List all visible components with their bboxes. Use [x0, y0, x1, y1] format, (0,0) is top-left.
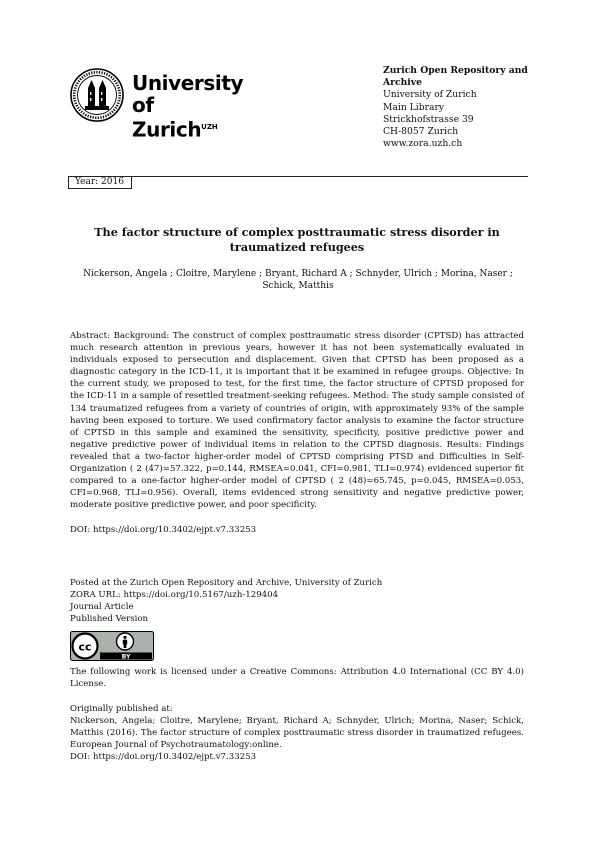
repository-line: CH-8057 Zurich	[383, 126, 459, 138]
original-doi-link[interactable]: DOI: https://doi.org/10.3402/ejpt.v7.33253	[70, 752, 257, 763]
repository-line: Strickhofstrasse 39	[383, 113, 474, 125]
repository-website-link[interactable]: www.zora.uzh.ch	[383, 138, 463, 150]
university-logo	[70, 68, 250, 142]
cc-by-license-badge[interactable]	[70, 631, 154, 661]
item-type: Journal Article	[70, 602, 134, 613]
original-heading: Originally published at:	[70, 704, 173, 714]
zora-url-link[interactable]: ZORA URL: https://doi.org/10.5167/uzh-129404	[70, 590, 279, 601]
publication-year: Year: 2016	[75, 177, 124, 187]
university-name	[132, 72, 250, 141]
repository-line: University of Zurich	[383, 89, 477, 101]
cc-by-label: BY	[121, 653, 131, 661]
original-publication	[70, 703, 524, 763]
doi-link[interactable]: DOI: https://doi.org/10.3402/ejpt.v7.33253	[70, 525, 257, 535]
svg-text:cc: cc	[78, 640, 92, 654]
university-name-line2: Zurich	[132, 117, 202, 142]
creative-commons-icon	[73, 634, 98, 659]
abstract-text: Abstract: Background: The construct of complex posttraumatic stress disorder (CPTSD) has attracted much research attention in previous years, however it has not been systematically evaluated in individuals exposed to persecution and displacement. Given that CPTSD has been proposed as a diagnostic category in the ICD-11, it is important that it be examined in refugee groups. Objective: In the current study, we proposed to test, for the first time, the factor structure of CPTSD proposed for the ICD-11 in a sample of resettled treatment-seeking refugees. Method: The study sample consisted of 134 traumatized refugees from a variety of countries of origin, with approximately 93% of the sample having been exposed to torture. We used confirmatory factor analysis to examine the factor structure of CPTSD in this sample and examined the sensitivity, specificity, positive predictive power and negative predictive power of individual items in relation to the CPTSD diagnosis. Results: Findings revealed that a two-factor higher-order model of CPTSD comprising PTSD and Difficulties in Self-Organization ( 2 (47)=57.322, p=0.144, RMSEA=0.041, CFI=0.981, TLI=0.974) evidenced superior fit compared to a one-factor higher-order model of CPTSD ( 2 (48)=65.745, p=0.045, RMSEA=0.053, CFI=0.968, TLI=0.956). Overall, items evidenced strong sensitivity and negative predictive power, moderate positive predictive power, and poor specificity.	[70, 331, 524, 511]
attribution-person-icon	[117, 633, 134, 650]
year-divider	[68, 176, 528, 177]
posted-statement: Posted at the Zurich Open Repository and Archive, University of Zurich	[70, 578, 383, 588]
license-statement: The following work is licensed under a Creative Commons: Attribution 4.0 International (CC BY 4.0) License.	[70, 667, 524, 690]
repository-name: Zurich Open Repository and Archive	[383, 65, 528, 89]
paper-title: The factor structure of complex posttraumatic stress disorder in traumatized refugees	[94, 225, 500, 254]
repository-line: Main Library	[383, 101, 445, 113]
item-version: Published Version	[70, 614, 149, 625]
university-seal-icon	[70, 68, 124, 122]
posting-info	[70, 577, 382, 625]
citation-text: Nickerson, Angela; Cloitre, Marylene; Bryant, Richard A; Schnyder, Ulrich; Morina, Naser; Schick, Matthis (2016). The factor structure of complex posttraumatic stress disorder in traumatized refugees. European Journal of Psychotraumatology:online.	[70, 716, 524, 751]
university-name-line1: University of	[132, 71, 244, 117]
repository-address	[383, 65, 553, 150]
uzh-superscript: UZH	[201, 123, 218, 131]
author-list: Nickerson, Angela ; Cloitre, Marylene ; Bryant, Richard A ; Schnyder, Ulrich ; Morina, Naser ; Schick, Matthis	[83, 269, 513, 292]
